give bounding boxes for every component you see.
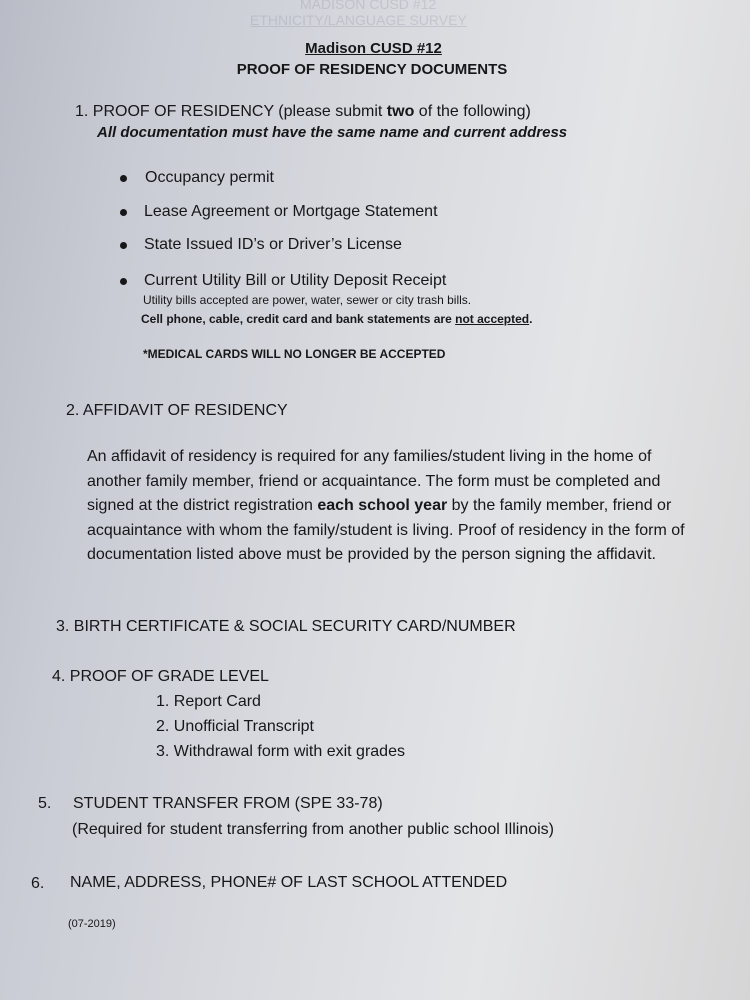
section-1-requirement: All documentation must have the same name and current address: [97, 124, 568, 141]
section-1-heading: 1. PROOF OF RESIDENCY (please submit two of the following): [75, 103, 531, 120]
grade-item-withdrawal: 3. Withdrawal form with exit grades: [156, 743, 405, 760]
medical-cards-note: *MEDICAL CARDS WILL NO LONGER BE ACCEPTED: [143, 347, 446, 361]
grade-item-report-card: 1. Report Card: [156, 693, 261, 710]
bullet-utility-bill: Current Utility Bill or Utility Deposit Receipt: [144, 272, 447, 289]
section-5-heading: STUDENT TRANSFER FROM (SPE 33-78): [73, 795, 383, 812]
bullet-occupancy-permit: Occupancy permit: [145, 169, 274, 186]
grade-item-transcript: 2. Unofficial Transcript: [156, 718, 314, 735]
district-name: Madison CUSD #12: [305, 40, 442, 57]
not-accepted-note: Cell phone, cable, credit card and bank statements are not accepted.: [141, 312, 533, 326]
section-3-heading: 3. BIRTH CERTIFICATE & SOCIAL SECURITY CARD/NUMBER: [56, 618, 516, 635]
section-5-note: (Required for student transferring from another public school Illinois): [72, 821, 555, 838]
section-6-heading: NAME, ADDRESS, PHONE# OF LAST SCHOOL ATTENDED: [70, 874, 508, 891]
page-title: PROOF OF RESIDENCY DOCUMENTS: [236, 61, 508, 78]
bullet-lease-mortgage: Lease Agreement or Mortgage Statement: [144, 203, 438, 220]
section-2-heading: 2. AFFIDAVIT OF RESIDENCY: [66, 402, 288, 419]
affidavit-paragraph: An affidavit of residency is required for any families/student living in the home of another family member, friend or acquaintance. The form must be completed and signed at the district registration each school year by the family member, friend or acquaintance with whom the family/student is living. Proof of residency in the form of documentation listed above must be provided by the person signing the affidavit.: [87, 448, 685, 563]
section-4-heading: 4. PROOF OF GRADE LEVEL: [52, 668, 269, 685]
bullet-icon: [120, 209, 127, 216]
section-6-number: 6.: [31, 875, 45, 892]
bleed-through-survey-title: ETHNICITY/LANGUAGE SURVEY: [250, 12, 467, 28]
section-5-number: 5.: [38, 795, 52, 812]
utility-note: Utility bills accepted are power, water, sewer or city trash bills.: [143, 293, 472, 307]
bullet-icon: [120, 278, 127, 285]
bullet-icon: [120, 175, 127, 182]
bleed-through-district: MADISON CUSD #12: [300, 0, 437, 12]
bullet-icon: [120, 242, 127, 249]
revision-date: (07-2019): [68, 918, 116, 930]
bullet-state-id: State Issued ID’s or Driver’s License: [144, 236, 402, 253]
